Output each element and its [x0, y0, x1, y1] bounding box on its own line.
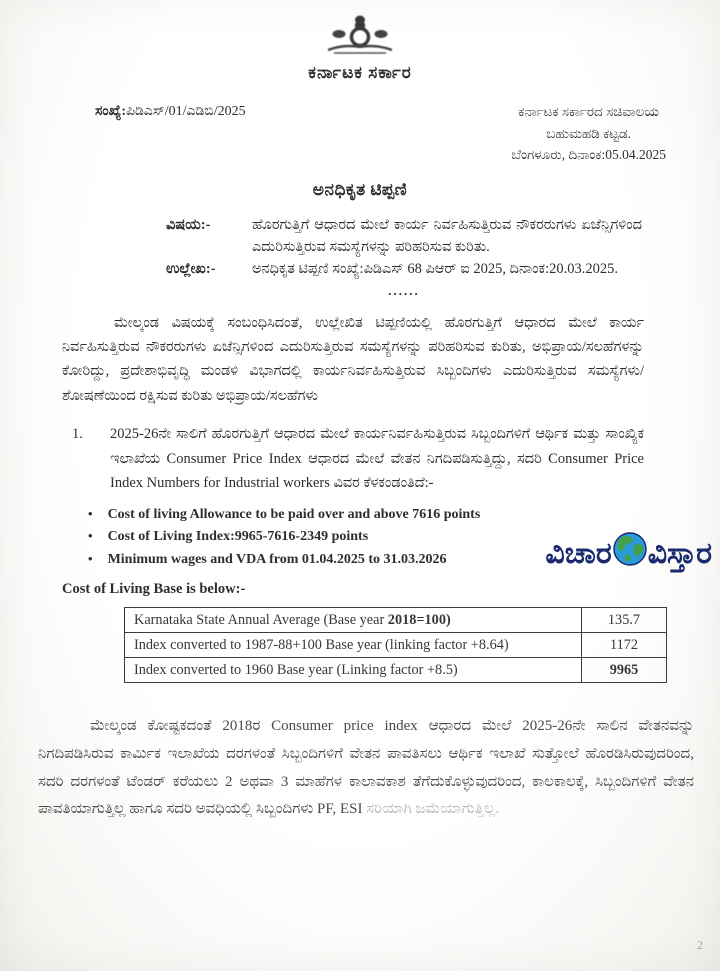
bullet-icon: •: [88, 528, 93, 544]
table-row-value: 1172: [582, 633, 667, 658]
table-row-label: Index converted to 1960 Base year (Linking factor +8.5): [125, 658, 582, 683]
bullet-icon: •: [88, 550, 93, 566]
bullet-text: Cost of living Allowance to be paid over and above 7616 points: [107, 506, 481, 522]
reference-header-row: [95, 101, 666, 166]
item-text: 2025-26ನೇ ಸಾಲಿಗೆ ಹೊರಗುತ್ತಿಗೆ ಆಧಾರದ ಮೇಲೆ ಕಾರ್ಯನಿರ್ವಹಿಸುತ್ತಿರುವ ಸಿಬ್ಬಂದಿಗಳಿಗೆ ಆರ್ಥಿಕ ಮತ್ತು ಸಾಂಖ್ಯಿಕ ಇಲಾಖೆಯ Consumer Price Index ಆಧಾರದ ಮೇಲೆ ವೇತನ ನಿಗದಿಪಡಿಸುತ್ತಿದ್ದು, ಸದರಿ Consumer Price Index Numbers for Industrial workers ವಿವರ ಕೆಳಕಂಡಂತಿದೆ:-: [110, 426, 644, 492]
table-row: [125, 608, 667, 633]
document-header: [0, 0, 720, 83]
subject-label: ವಿಷಯ:-: [166, 216, 211, 233]
office-address-line: ಕರ್ನಾಟಕ ಸರ್ಕಾರದ ಸಚಿವಾಲಯ: [518, 104, 659, 119]
subject-text: ಹೊರಗುತ್ತಿಗೆ ಆಧಾರದ ಮೇಲೆ ಕಾರ್ಯ ನಿರ್ವಹಿಸುತ್ತಿರುವ ನೌಕರರುಗಳು ಏಜೆನ್ಸಿಗಳಿಂದ ಎದುರಿಸುತ್ತಿರುವ ಸಮಸ್ಯೆಗಳನ್ನು ಪರಿಹರಿಸುವ ಕುರಿತು.: [252, 216, 642, 255]
office-address: [511, 101, 666, 166]
table-row: [125, 633, 667, 658]
bullet-item: [88, 504, 660, 526]
watermark-text-right: ವಿಸ್ತಾರ: [647, 535, 712, 571]
bullet-text: Cost of Living Index:9965-7616-2349 points: [107, 529, 369, 545]
vichara-vistara-watermark: [545, 531, 712, 575]
reference-text: ಅನಧಿಕೃತ ಟಿಪ್ಪಣಿ ಸಂಖ್ಯೆ:ಪಿಡಿಎಸ್ 68 ಪಿಆರ್ ಐ 2025, ದಿನಾಂಕ:20.03.2025.: [252, 260, 618, 277]
body-paragraph-1: ಮೇಲ್ಕಂಡ ವಿಷಯಕ್ಕೆ ಸಂಬಂಧಿಸಿದಂತೆ, ಉಲ್ಲೇಖಿತ ಟಿಪ್ಪಣಿಯಲ್ಲಿ ಹೊರಗುತ್ತಿಗೆ ಆಧಾರದ ಮೇಲೆ ಕಾರ್ಯ ನಿರ್ವಹಿಸುತ್ತಿರುವ ನೌಕರರುಗಳು ಏಜೆನ್ಸಿಗಳಿಂದ ಎದುರಿಸುತ್ತಿರುವ ಸಮಸ್ಯೆಗಳನ್ನು ಪರಿಹರಿಸುವ ಕುರಿತು, ಅಭಿಪ್ರಾಯ/ಸಲಹೆಗಳನ್ನು ಕೋರಿದ್ದು, ಪ್ರದೇಶಾಭಿವೃದ್ಧಿ ಮಂಡಳಿ ವಿಭಾಗದಲ್ಲಿ ಕಾರ್ಯನಿರ್ವಹಿಸುತ್ತಿರುವ ಸಿಬ್ಬಂದಿಗಳು ಎದುರಿಸುತ್ತಿರುವ ಸಮಸ್ಯೆಗಳು/ಶೋಷಣೆಯಿಂದ ರಕ್ಷಿಸುವ ಕುರಿತು ಅಭಿಪ್ರಾಯ/ಸಲಹೆಗಳು: [62, 314, 644, 404]
government-title: ಕರ್ನಾಟಕ ಸರ್ಕಾರ: [308, 63, 412, 82]
bullet-icon: •: [88, 505, 93, 521]
cpi-table: [124, 607, 667, 683]
office-address-line: ಬಹುಮಹಡಿ ಕಟ್ಟಡ.: [546, 125, 631, 141]
document-number-value: ಪಿಡಿಎಸ್/01/ಎಡಿಬಿ/2025: [125, 104, 246, 119]
karnataka-state-emblem-icon: [324, 12, 396, 61]
bullet-text: Minimum wages and VDA from 01.04.2025 to 31.03.2026: [107, 551, 447, 567]
paragraph-2-faded: ಸರಿಯಾಗಿ ಜಮೆಯಾಗುತ್ತಿಲ್ಲ.: [366, 801, 500, 818]
reference-label: ಉಲ್ಲೇಖ:-: [166, 260, 216, 277]
globe-icon: [612, 531, 648, 575]
note-title: ಅನಧಿಕೃತ ಟಿಪ್ಪಣಿ: [312, 179, 408, 199]
watermark-text-left: ವಿಚಾರ: [545, 535, 612, 571]
document-number-label: ಸಂಖ್ಯೆ:: [95, 104, 126, 119]
page-number: 2: [697, 938, 703, 952]
table-row-value: 9965: [582, 658, 667, 683]
table-row-value: 135.7: [582, 608, 667, 633]
table-row-label: Index converted to 1987-88+100 Base year (linking factor +8.64): [125, 633, 582, 658]
item-number: 1.: [72, 426, 83, 443]
reference-row: [166, 258, 642, 280]
subject-block: [166, 214, 642, 301]
paragraph-2-main: ಮೇಲ್ಕಂಡ ಕೋಷ್ಟಕದಂತೆ 2018ರ Consumer price index ಆಧಾರದ ಮೇಲೆ 2025-26ನೇ ಸಾಲಿನ ವೇತನವನ್ನು ನಿಗದಿಪಡಿಸಿರುವ ಕಾರ್ಮಿಕ ಇಲಾಖೆಯ ದರಗಳಂತೆ ಸಿಬ್ಬಂದಿಗಳಿಗೆ ವೇತನ ಪಾವತಿಸಲು ಆರ್ಥಿಕ ಇಲಾಖೆ ಸುತ್ತೋಲೆ ಹೊರಡಿಸಿರುವುದರಿಂದ, ಸದರಿ ದರಗಳಂತೆ ಟೆಂಡರ್ ಕರೆಯಲು 2 ಅಥವಾ 3 ಮಾಹೆಗಳ ಕಾಲಾವಕಾಶ ತೆಗೆದುಕೊಳ್ಳುವುದರಿಂದ, ಕಾಲಕಾಲಕ್ಕೆ, ಸಿಬ್ಬಂದಿಗಳಿಗೆ ವೇತನ ಪಾವತಿಯಾಗುತ್ತಿಲ್ಲ ಹಾಗೂ ಸದರಿ ಅವಧಿಯಲ್ಲಿ ಸಿಬ್ಬಂದಿಗಳು PF, ESI: [38, 718, 694, 818]
office-address-line: ಬೆಂಗಳೂರು, ದಿನಾಂಕ:05.04.2025: [511, 147, 666, 163]
document-number: [95, 101, 246, 166]
subject-row: [166, 214, 642, 258]
body-paragraph-2: [38, 713, 694, 824]
table-row-label: Karnataka State Annual Average (Base year 2018=100): [125, 608, 582, 633]
separator-dots: ......: [388, 282, 420, 298]
cost-of-living-base-heading: Cost of Living Base is below:-: [62, 581, 246, 598]
table-row: [125, 658, 667, 683]
numbered-item-1: [72, 422, 644, 496]
